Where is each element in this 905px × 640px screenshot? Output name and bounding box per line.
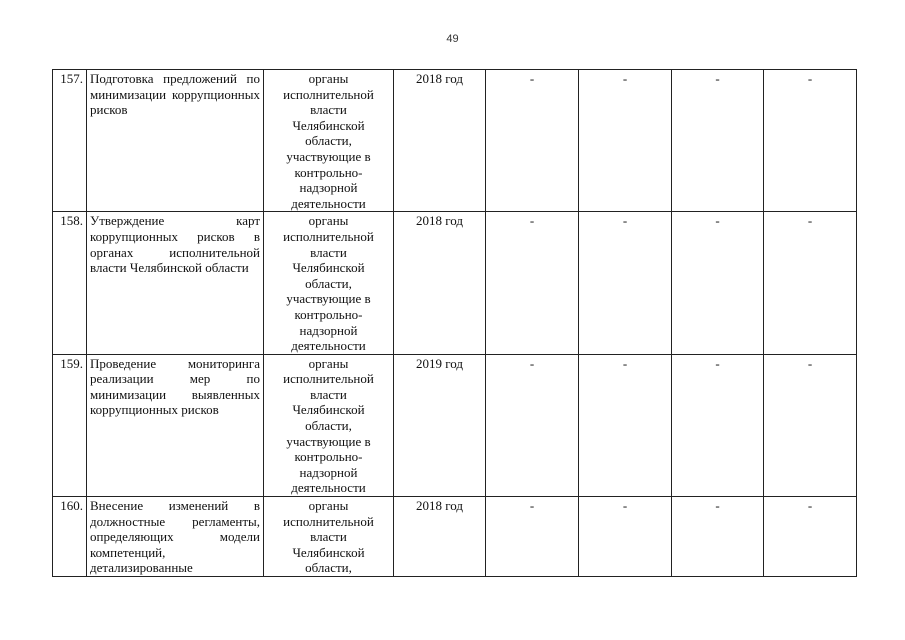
value-cell: - [672, 70, 764, 212]
value-cell: - [486, 70, 579, 212]
executor-line: участвующие в [286, 291, 371, 307]
executor-line: исполнительной [283, 86, 374, 102]
deadline-year: 2018 год [394, 497, 486, 577]
executor-line: Челябинской [292, 402, 365, 418]
task-description: Утверждение карт коррупционных рисков в органах исполнительной власти Челябинской области [87, 212, 264, 354]
value-cell: - [672, 354, 764, 496]
value-cell: - [579, 354, 672, 496]
executor-line: власти [310, 529, 347, 545]
executor-line: исполнительной [283, 513, 374, 529]
executor-line: власти [310, 386, 347, 402]
executor-line: контрольно- [294, 164, 363, 180]
row-number: 160. [53, 497, 87, 577]
task-description: Подготовка предложений по минимизации коррупционных рисков [87, 70, 264, 212]
executor-line: власти [310, 102, 347, 118]
executor-line: исполнительной [283, 371, 374, 387]
value-cell: - [486, 497, 579, 577]
executor-line: участвующие в [286, 433, 371, 449]
executor-line: власти [310, 244, 347, 260]
value-cell: - [486, 354, 579, 496]
value-cell: - [764, 354, 857, 496]
task-description: Внесение изменений в должностные регламенты, определяющих модели компетенций, детализированные [87, 497, 264, 577]
executor-line: области, [305, 275, 352, 291]
table-row [53, 497, 857, 577]
executor-cell [264, 212, 394, 354]
measures-table [52, 69, 857, 577]
row-number: 157. [53, 70, 87, 212]
page-number: 49 [446, 33, 459, 45]
executor-line: Челябинской [292, 260, 365, 276]
value-cell: - [579, 497, 672, 577]
row-number: 159. [53, 354, 87, 496]
deadline-year: 2018 год [394, 70, 486, 212]
executor-line: контрольно- [294, 306, 363, 322]
executor-line: Челябинской [292, 544, 365, 560]
executor-line: органы [308, 213, 349, 229]
executor-line: деятельности [291, 338, 366, 354]
executor-line: Челябинской [292, 117, 365, 133]
value-cell: - [764, 70, 857, 212]
executor-line: участвующие в [286, 148, 371, 164]
table-row [53, 70, 857, 212]
executor-line: деятельности [291, 480, 366, 496]
executor-line: области, [305, 133, 352, 149]
executor-cell [264, 354, 394, 496]
executor-line: исполнительной [283, 228, 374, 244]
executor-line: надзорной [299, 180, 358, 196]
task-description: Проведение мониторинга реализации мер по минимизации выявленных коррупционных рисков [87, 354, 264, 496]
value-cell: - [764, 212, 857, 354]
deadline-year: 2019 год [394, 354, 486, 496]
row-number: 158. [53, 212, 87, 354]
value-cell: - [764, 497, 857, 577]
executor-line: надзорной [299, 464, 358, 480]
value-cell: - [672, 212, 764, 354]
executor-line: деятельности [291, 195, 366, 211]
value-cell: - [672, 497, 764, 577]
executor-line: органы [308, 355, 349, 371]
executor-cell [264, 497, 394, 577]
executor-line: надзорной [299, 322, 358, 338]
executor-cell [264, 70, 394, 212]
executor-line: органы [308, 71, 349, 86]
table-row [53, 354, 857, 496]
executor-line: области, [305, 560, 352, 576]
table-row [53, 212, 857, 354]
value-cell: - [579, 70, 672, 212]
value-cell: - [579, 212, 672, 354]
value-cell: - [486, 212, 579, 354]
executor-line: органы [308, 498, 349, 514]
executor-line: области, [305, 418, 352, 434]
executor-line: контрольно- [294, 449, 363, 465]
deadline-year: 2018 год [394, 212, 486, 354]
